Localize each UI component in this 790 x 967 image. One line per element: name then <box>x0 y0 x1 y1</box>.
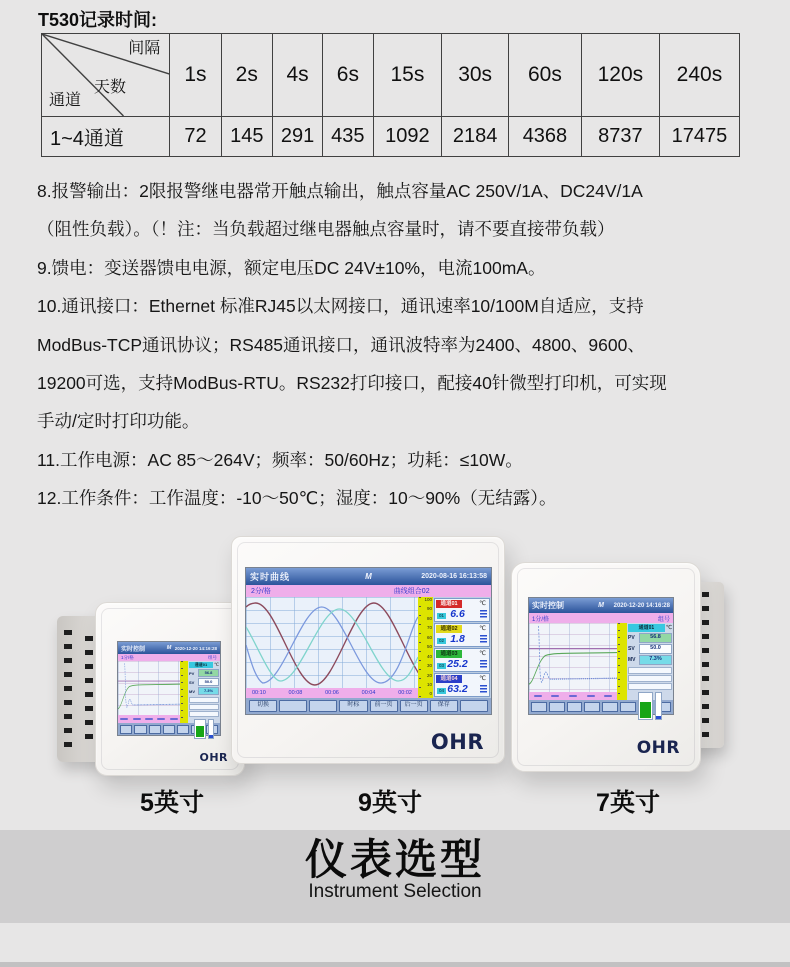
channel-tag: 03 <box>438 663 444 668</box>
bargraph-frame <box>638 692 653 720</box>
time-axis-strip <box>246 688 418 698</box>
days-cell: 72 <box>170 117 221 157</box>
curve-group-label: 曲线组合02 <box>393 588 430 595</box>
signal-bars-icon <box>480 610 487 619</box>
scale-tick: 20 <box>426 672 432 678</box>
chart-column <box>529 623 617 700</box>
scale-tick: 70 <box>426 625 432 631</box>
channel-box-1 <box>434 598 490 622</box>
channel-value: 1.8 <box>450 633 465 645</box>
mv-row <box>189 687 219 695</box>
caption-9in: 9英寸 <box>358 789 422 817</box>
mv-value: 7.3% <box>639 655 672 665</box>
section-banner <box>0 830 790 923</box>
unit-label: ℃ <box>479 676 486 682</box>
unit-label: ℃ <box>213 662 219 667</box>
spec-line: 手动/定时打印功能。 <box>37 411 200 432</box>
channel-value: 63.2 <box>447 683 468 695</box>
interval-label: 1分/格 <box>532 616 550 623</box>
caption-5in: 5英寸 <box>140 789 204 817</box>
sv-label: SV <box>628 646 635 652</box>
channel-label: 通道02 <box>436 625 462 633</box>
channel-label: 通道01 <box>436 600 462 608</box>
bottom-divider <box>0 962 790 967</box>
trend-curves <box>118 661 180 715</box>
sv-value: 50.0 <box>639 644 672 654</box>
signal-bars-icon <box>480 635 487 644</box>
screen-main <box>246 597 491 698</box>
signal-bars-icon <box>480 685 487 694</box>
vent-slots-icon <box>64 630 72 750</box>
spec-line: 19200可选，支持ModBus-RTU。RS232打印接口，配接40针微型打印机，可实现 <box>37 373 667 394</box>
days-cell: 4368 <box>509 117 582 157</box>
pv-row <box>628 633 672 643</box>
interval-header: 4s <box>272 34 322 117</box>
screen-infobar <box>118 654 220 661</box>
channel-row-label: 1~4通道 <box>42 117 170 157</box>
trend-chart <box>118 661 180 715</box>
channel-box-3 <box>434 648 490 672</box>
spec-line: 10.通讯接口：Ethernet 标准RJ45以太网接口，通讯速率10/100M自适应，支持 <box>37 296 644 317</box>
days-cell: 291 <box>272 117 322 157</box>
brand-logo: OHR <box>199 751 228 764</box>
screen-main <box>529 623 673 700</box>
scale-strip <box>418 597 433 698</box>
time-label: 00:10 <box>252 690 266 696</box>
trend-curves <box>246 597 418 688</box>
mini-setting-boxes <box>628 667 672 690</box>
scale-tick: 100 <box>424 597 432 602</box>
interval-header: 1s <box>170 34 221 117</box>
days-cell: 1092 <box>373 117 442 157</box>
interval-header: 2s <box>221 34 272 117</box>
brand-logo: OHR <box>636 738 680 758</box>
screen-infobar <box>246 585 491 597</box>
channel-tag: 04 <box>438 688 444 693</box>
sv-value: 50.0 <box>198 678 219 686</box>
screen-titlebar <box>118 642 220 654</box>
bargraph-scale <box>208 719 214 739</box>
section-subtitle: Instrument Selection <box>308 881 482 903</box>
spec-line: 9.馈电：变送器馈电电源，额定电压DC 24V±10%，电流100mA。 <box>37 257 546 278</box>
channel-tag: 02 <box>438 638 444 643</box>
time-label: 00:04 <box>361 690 376 696</box>
brand-m-icon: M <box>598 602 604 609</box>
screen-title: 实时控制 <box>121 646 146 653</box>
screen-title: 实时曲线 <box>250 572 291 582</box>
days-cell: 145 <box>221 117 272 157</box>
chart-column <box>246 597 418 698</box>
spec-line: （阻性负载）。（！注：当负载超过继电器触点容量时，请不要直接带负载） <box>37 219 615 240</box>
screen-datetime: 2020-12-20 14:16:28 <box>613 602 670 609</box>
device-9in-screen <box>245 567 492 715</box>
channel-box-4 <box>434 673 490 697</box>
scale-tick: 80 <box>426 615 432 621</box>
time-axis-strip <box>529 692 617 700</box>
days-cell: 435 <box>323 117 373 157</box>
group-label: 组号 <box>657 616 670 623</box>
interval-header: 240s <box>659 34 739 117</box>
trend-curves <box>529 623 617 692</box>
interval-header: 60s <box>509 34 582 117</box>
brand-logo: OHR <box>430 730 484 754</box>
chart-column <box>118 661 180 723</box>
scale-tick: 90 <box>426 606 432 612</box>
spec-line: 12.工作条件：工作温度：-10～50℃；湿度：10～90%（无结露）。 <box>37 488 557 509</box>
device-5in <box>95 602 245 776</box>
softkey: 后一页 <box>400 700 428 712</box>
sv-row <box>189 678 219 686</box>
mv-label: MV <box>189 688 195 694</box>
softkey <box>279 700 307 712</box>
sv-label: SV <box>189 679 195 685</box>
brand-m-icon: M <box>166 645 172 651</box>
channel-box-2 <box>434 623 490 647</box>
time-axis-strip <box>118 715 180 723</box>
time-label: 00:02 <box>398 690 412 696</box>
section-title: 仪表选型 <box>304 836 485 883</box>
vent-slots-icon <box>85 636 93 748</box>
spec-line: 8.报警输出：2限报警继电器常开触点输出，触点容量AC 250V/1A、DC24V/1A <box>37 181 643 201</box>
vent-slots-icon <box>702 592 709 738</box>
interval-label: 1分/格 <box>121 654 134 660</box>
channel-value: 6.6 <box>450 608 465 620</box>
corner-label-days: 天数 <box>94 79 127 96</box>
table-row <box>42 117 740 157</box>
scale-tick: 40 <box>426 653 432 659</box>
softkey: 前一页 <box>370 700 398 712</box>
sv-row <box>628 644 672 654</box>
days-cell: 2184 <box>442 117 509 157</box>
value-panel <box>627 623 673 700</box>
softkey-bar <box>246 698 491 714</box>
softkey: 保存 <box>430 700 458 712</box>
screen-datetime: 2020-08-16 16:13:58 <box>421 573 488 580</box>
channel-value: 25.2 <box>447 658 468 670</box>
channel-chip: 通道01 <box>189 662 213 668</box>
softkey: 切换 <box>249 700 277 712</box>
interval-header: 120s <box>581 34 659 117</box>
screen-infobar <box>529 613 673 623</box>
spec-line: 11.工作电源：AC 85～264V；频率：50/60Hz；功耗：≤10W。 <box>37 449 523 470</box>
screen-datetime: 2020-12-20 14:16:28 <box>174 645 217 651</box>
mv-row <box>628 655 672 665</box>
unit-label: ℃ <box>479 651 486 657</box>
device-5in-screen <box>117 641 221 736</box>
unit-label: ℃ <box>479 601 486 607</box>
bargraph-frame <box>194 719 206 739</box>
channel-chip: 通道01 <box>628 624 665 632</box>
screen-titlebar <box>529 598 673 613</box>
mv-label: MV <box>628 657 636 663</box>
device-7in-screen <box>528 597 674 715</box>
softkey <box>460 700 488 712</box>
scale-tick: 50 <box>426 644 432 650</box>
pv-label: PV <box>189 670 195 676</box>
pv-row <box>189 669 219 677</box>
scale-tick: 10 <box>426 681 432 687</box>
pv-value: 56.8 <box>639 633 672 643</box>
spec-paragraphs <box>37 172 777 518</box>
unit-label: ℃ <box>479 626 486 632</box>
scale-tick: 0 <box>429 691 432 697</box>
interval-header: 15s <box>373 34 442 117</box>
mv-value: 7.3% <box>198 687 219 695</box>
time-label: 00:06 <box>325 690 339 696</box>
scale-strip <box>617 623 627 700</box>
mini-setting-boxes <box>189 697 219 717</box>
screen-titlebar <box>246 568 491 585</box>
unit-label: ℃ <box>665 625 672 631</box>
interval-header: 6s <box>323 34 373 117</box>
record-time-table <box>41 33 740 157</box>
corner-label-channel: 通道 <box>49 92 82 109</box>
table-corner-cell <box>42 34 170 117</box>
record-time-title: T530记录时间: <box>38 10 158 30</box>
trend-chart <box>246 597 418 688</box>
channel-label: 通道03 <box>436 650 462 658</box>
device-9in <box>231 536 505 764</box>
scale-strip <box>180 661 188 723</box>
trend-chart <box>529 623 617 692</box>
value-panel <box>188 661 220 723</box>
scale-tick: 60 <box>426 634 432 640</box>
brand-m-icon: M <box>365 572 372 581</box>
channel-header <box>189 662 219 668</box>
signal-bars-icon <box>480 660 487 669</box>
days-cell: 17475 <box>659 117 739 157</box>
interval-header: 30s <box>442 34 509 117</box>
channel-panel <box>433 597 491 698</box>
channel-header <box>628 624 672 632</box>
bargraph-fill <box>640 702 651 718</box>
pv-label: PV <box>628 635 635 641</box>
screen-main <box>118 661 220 723</box>
scale-tick: 30 <box>426 663 432 669</box>
time-label: 00:08 <box>288 690 303 696</box>
screen-title: 实时控制 <box>532 601 564 610</box>
spec-line: ModBus-TCP通讯协议；RS485通讯接口，通讯波特率为2400、4800、9600、 <box>37 334 645 355</box>
interval-label: 2分/格 <box>251 588 271 595</box>
channel-label: 通道04 <box>436 675 462 683</box>
group-label: 组号 <box>208 654 217 660</box>
softkey <box>309 700 337 712</box>
bargraph-fill <box>196 726 204 737</box>
days-cell: 8737 <box>581 117 659 157</box>
device-7in <box>511 562 701 772</box>
channel-tag: 01 <box>438 613 444 618</box>
pv-value: 56.8 <box>198 669 219 677</box>
softkey: 时标 <box>339 700 367 712</box>
caption-7in: 7英寸 <box>596 789 660 817</box>
bargraph-scale <box>655 692 662 720</box>
corner-label-interval: 间隔 <box>128 40 161 57</box>
